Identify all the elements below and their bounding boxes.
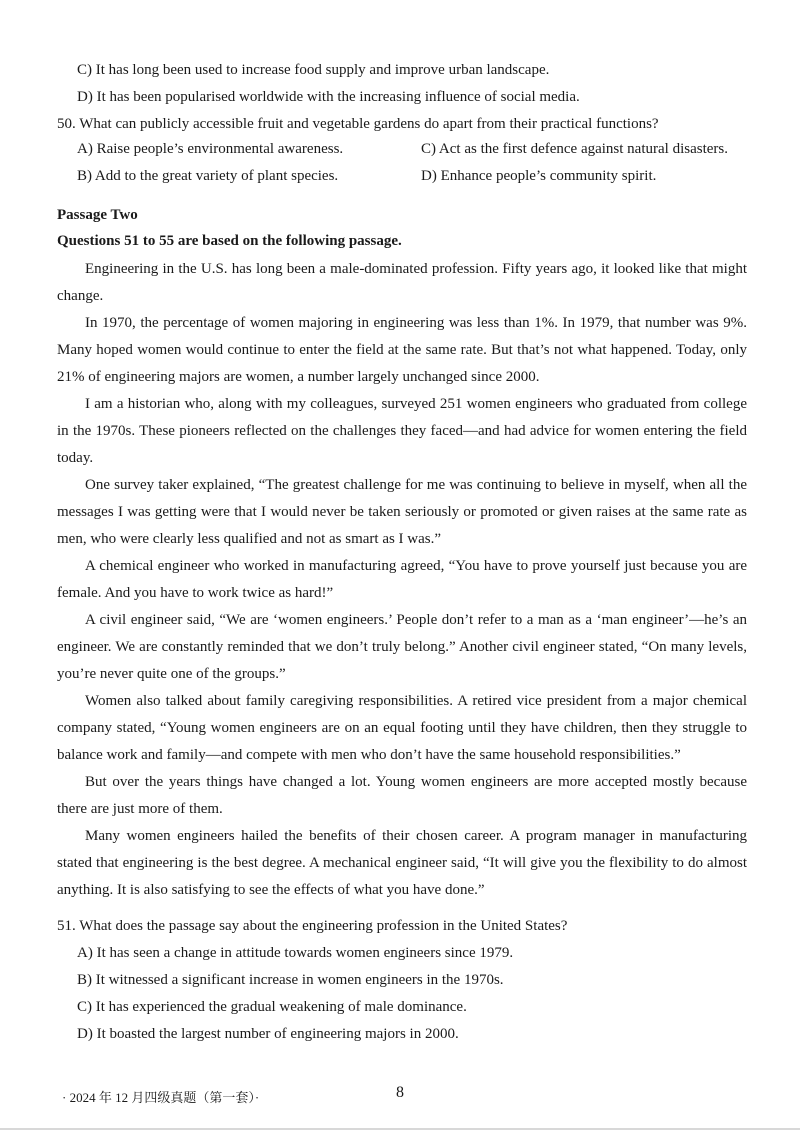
q50-option-a: A) Raise people’s environmental awareness. [77, 141, 344, 157]
q51-option-d: D) It boasted the largest number of engineering majors in 2000. [77, 1026, 459, 1042]
q50-option-b: B) Add to the great variety of plant species. [77, 168, 339, 184]
page-number: 8 [396, 1084, 404, 1101]
passage-paragraph: In 1970, the percentage of women majoring in engineering was less than 1%. In 1979, that number was 9%. Many hoped women would continue to enter the field at the same rate. But that’s not what happened. Today, only 21% of engineering majors are women, a number largely unchanged since 2000. [57, 315, 747, 385]
q50-option-c: C) Act as the first defence against natural disasters. [421, 141, 728, 157]
prev-option-c: C) It has long been used to increase food supply and improve urban landscape. [77, 62, 550, 78]
passage-instruction: Questions 51 to 55 are based on the following passage. [57, 233, 402, 249]
passage-paragraph: A civil engineer said, “We are ‘women engineers.’ People don’t refer to a man as a ‘man engineer’—he’s an engineer. We are constantly reminded that we don’t truly belong.” Another civil engineer stated, “On many levels, you’re never quite one of the groups.” [57, 612, 747, 682]
passage-paragraph: Engineering in the U.S. has long been a male-dominated profession. Fifty years ago, it looked like that might change. [57, 261, 747, 304]
q51-option-b: B) It witnessed a significant increase in women engineers in the 1970s. [77, 972, 504, 988]
q51-option-a: A) It has seen a change in attitude towards women engineers since 1979. [77, 945, 514, 961]
passage-paragraph: Women also talked about family caregiving responsibilities. A retired vice president from a major chemical company stated, “Young women engineers are on an equal footing until they have children, then they struggle to balance work and family—and compete with men who don’t have the same household responsibilities.” [57, 693, 747, 763]
prev-option-d: D) It has been popularised worldwide with the increasing influence of social media. [77, 89, 580, 105]
scan-edge-divider [0, 1128, 800, 1130]
passage-paragraph: Many women engineers hailed the benefits of their chosen career. A program manager in manufacturing stated that engineering is the best degree. A mechanical engineer said, “It will give you the flexibility to do almost anything. It is also satisfying to see the effects of what you have done.” [57, 828, 747, 898]
q51-stem: 51. What does the passage say about the engineering profession in the United States? [57, 918, 568, 934]
passage-paragraph: But over the years things have changed a lot. Young women engineers are more accepted mostly because there are just more of them. [57, 774, 747, 817]
passage-paragraph: A chemical engineer who worked in manufacturing agreed, “You have to prove yourself just because you are female. And you have to work twice as hard!” [57, 558, 747, 601]
passage-paragraph: I am a historian who, along with my colleagues, surveyed 251 women engineers who graduated from college in the 1970s. These pioneers reflected on the challenges they faced—and had advice for women entering the field today. [57, 396, 747, 466]
footer-label: · 2024 年 12 月四级真题（第一套）· [62, 1090, 260, 1105]
q50-option-d: D) Enhance people’s community spirit. [421, 168, 657, 184]
passage-paragraph: One survey taker explained, “The greatest challenge for me was continuing to believe in myself, when all the messages I was getting were that I would never be taken seriously or promoted or given raises at the same rate as men, who were clearly less qualified and not as smart as I was.” [57, 477, 747, 547]
passage-title: Passage Two [57, 207, 138, 223]
q50-stem: 50. What can publicly accessible fruit and vegetable gardens do apart from their practical functions? [57, 116, 659, 132]
q51-option-c: C) It has experienced the gradual weakening of male dominance. [77, 999, 467, 1015]
